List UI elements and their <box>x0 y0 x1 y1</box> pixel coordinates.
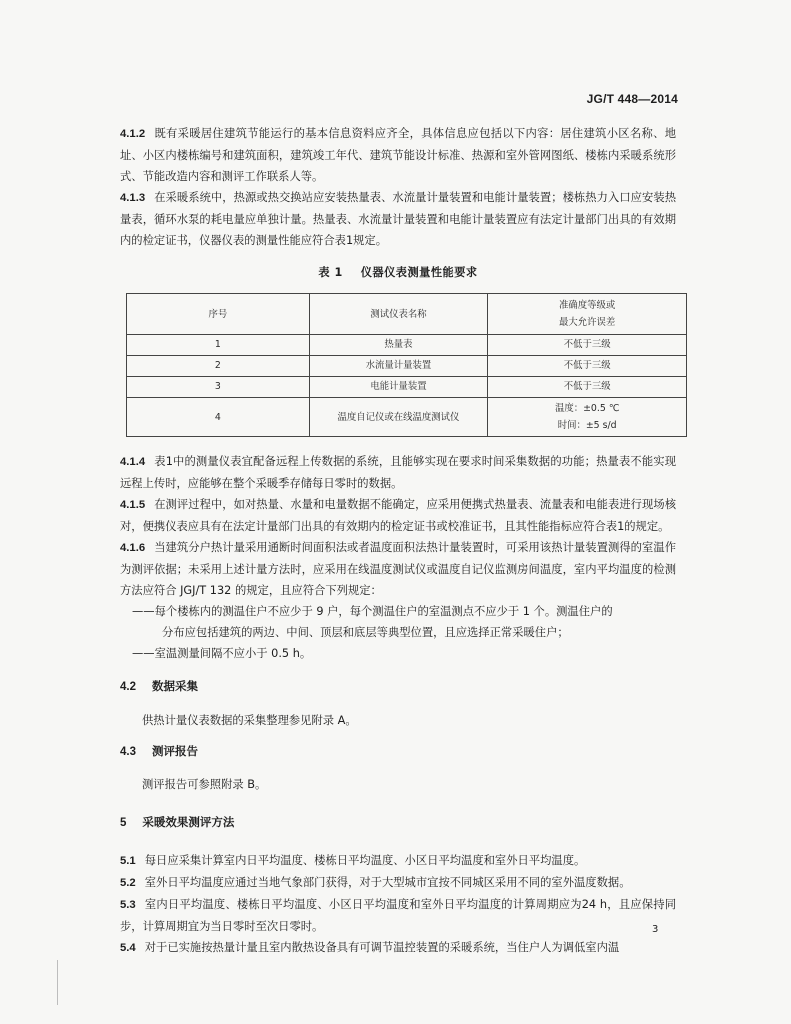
table-row <box>127 356 687 377</box>
clause-number: 5.1 <box>120 855 136 867</box>
header-accuracy <box>488 294 687 335</box>
clause-4-1-4 <box>120 451 676 494</box>
cell-no: 3 <box>127 377 310 398</box>
clause-5-4 <box>120 937 676 959</box>
scan-edge-line <box>57 960 58 1005</box>
clause-5-1 <box>120 850 676 872</box>
clause-4-1-2 <box>120 123 676 187</box>
standard-number: JG/T 448—2014 <box>586 92 678 106</box>
clause-text: 每日应采集计算室内日平均温度、楼栋日平均温度、小区日平均温度和室外日平均温度。 <box>144 854 586 867</box>
clause-5-2 <box>120 872 676 894</box>
clause-text: 在测评过程中，如对热量、水量和电量数据不能确定，应采用便携式热量表、流量表和电能表进行现场核对，便携仪表应具有在法定计量部门出具的有效期内的检定证书或校准证书，且其性能指标应符合表1的规定。 <box>120 498 676 533</box>
cell-no: 2 <box>127 356 310 377</box>
clause-5-3 <box>120 894 676 937</box>
cell-name: 热量表 <box>309 335 488 356</box>
requirement-temperature: 温度：±0.5 ℃ <box>554 403 620 414</box>
cell-no: 4 <box>127 398 310 437</box>
cell-requirement <box>488 398 687 437</box>
dash-item-1: ——每个楼栋内的测温住户不应少于 9 户，每个测温住户的室温测点不应少于 1 个。测温住户的 <box>132 605 613 618</box>
instrument-performance-table <box>126 293 687 437</box>
table-caption <box>120 264 676 280</box>
table-caption-label: 表 1 <box>318 266 343 279</box>
clause-number: 4.1.5 <box>120 499 146 511</box>
section-4-2-heading <box>120 677 676 698</box>
clause-number: 5.2 <box>120 877 136 889</box>
clause-text: 表1中的测量仪表宜配备远程上传数据的系统，且能够实现在要求时间采集数据的功能；热量表不能实现远程上传时，应能够在整个采暖季存储每日零时的数据。 <box>120 455 676 490</box>
clause-text: 室内日平均温度、楼栋日平均温度、小区日平均温度和室外日平均温度的计算周期应为24 h，且应保持同步，计算周期宜为当日零时至次日零时。 <box>120 898 676 933</box>
section-4-3-body: 测评报告可参照附录 B。 <box>142 778 267 791</box>
clause-number: 4.1.2 <box>120 128 146 140</box>
clause-text: 对于已实施按热量计量且室内散热设备具有可调节温控装置的采暖系统，当住户人为调低室内温 <box>144 941 620 954</box>
header-instrument-name: 测试仪表名称 <box>309 294 488 335</box>
clause-number: 4.1.3 <box>120 192 146 204</box>
clauses-after-table <box>120 451 676 664</box>
section-title: 数据采集 <box>152 681 198 693</box>
clause-4-1-3 <box>120 187 676 251</box>
clause-text: 在采暖系统中，热源或热交换站应安装热量表、水流量计量装置和电能计量装置；楼栋热力入口应安装热量表，循环水泵的耗电量应单独计量。热量表、水流量计量装置和电能计量装置应有法定计量部门出具的有效期内的检定证书，仪器仪表的测量性能应符合表1规定。 <box>120 191 676 247</box>
table-row <box>127 335 687 356</box>
table-row <box>127 398 687 437</box>
clause-number: 4.1.4 <box>120 456 146 468</box>
section-5-clauses <box>120 850 676 959</box>
section-title: 测评报告 <box>152 746 198 758</box>
section-4-3-heading <box>120 742 676 763</box>
table-caption-title: 仪器仪表测量性能要求 <box>360 266 478 279</box>
clause-4-1-5 <box>120 494 676 537</box>
section-number: 5 <box>120 817 127 829</box>
clause-text: 既有采暖居住建筑节能运行的基本信息资料应齐全，具体信息应包括以下内容：居住建筑小区名称、地址、小区内楼栋编号和建筑面积，建筑竣工年代、建筑节能设计标准、热源和室外管网图纸、楼栋内采暖系统形式、节能改造内容和测评工作联系人等。 <box>120 127 676 183</box>
cell-requirement: 不低于三级 <box>488 377 687 398</box>
section-4-2-body: 供热计量仪表数据的采集整理参见附录 A。 <box>142 714 357 727</box>
cell-requirement: 不低于三级 <box>488 335 687 356</box>
section-5-heading <box>120 813 676 834</box>
header-serial-no: 序号 <box>127 294 310 335</box>
clause-4-1-6 <box>120 537 676 601</box>
cell-requirement: 不低于三级 <box>488 356 687 377</box>
cell-no: 1 <box>127 335 310 356</box>
page-content <box>120 123 676 959</box>
page-number: 3 <box>652 924 659 935</box>
clause-text: 当建筑分户热计量采用通断时间面积法或者温度面积法热计量装置时，可采用该热计量装置测得的室温作为测评依据；未采用上述计量方法时，应采用在线温度测试仪或温度自记仪监测房间温度，室内平均温度的检测方法应符合 JGJ/T 132 的规定，且应符合下列规定： <box>120 541 676 597</box>
cell-name: 电能计量装置 <box>309 377 488 398</box>
cell-name: 水流量计量装置 <box>309 356 488 377</box>
section-number: 4.2 <box>120 681 136 693</box>
requirement-time: 时间：±5 s/d <box>557 420 617 431</box>
clause-number: 5.3 <box>120 899 136 911</box>
header-accuracy-line1: 准确度等级或 <box>559 300 616 311</box>
section-title: 采暖效果测评方法 <box>142 817 235 829</box>
clause-number: 5.4 <box>120 942 136 954</box>
header-accuracy-line2: 最大允许误差 <box>559 317 616 328</box>
clause-text: 室外日平均温度应通过当地气象部门获得，对于大型城市宜按不同城区采用不同的室外温度数据。 <box>144 876 631 889</box>
table-header-row <box>127 294 687 335</box>
clause-number: 4.1.6 <box>120 542 146 554</box>
table-row <box>127 377 687 398</box>
cell-name: 温度自记仪或在线温度测试仪 <box>309 398 488 437</box>
dash-item-2: ——室温测量间隔不应小于 0.5 h。 <box>132 647 312 660</box>
section-number: 4.3 <box>120 746 136 758</box>
dash-item-1-continued: 分布应包括建筑的两边、中间、顶层和底层等典型位置，且应选择正常采暖住户； <box>162 626 569 639</box>
